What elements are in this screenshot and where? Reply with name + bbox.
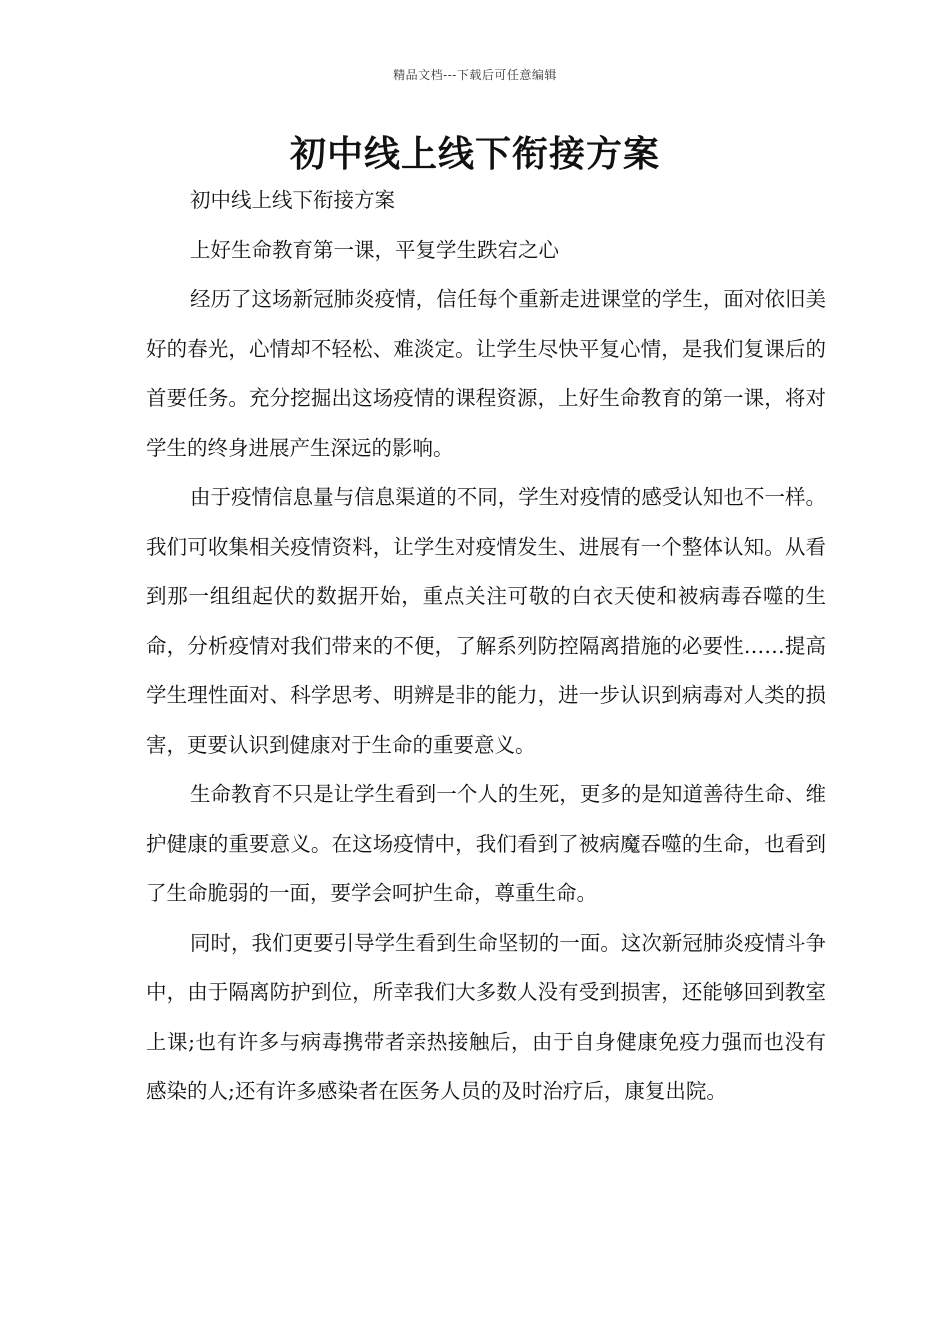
header-note: 精品文档---下载后可任意编辑	[393, 68, 557, 82]
document-body	[146, 176, 826, 1117]
document-title: 初中线上线下衔接方案	[289, 133, 660, 175]
paragraph: 由于疫情信息量与信息渠道的不同，学生对疫情的感受认知也不一样。我们可收集相关疫情资料，让学生对疫情发生、进展有一个整体认知。从看到那一组组起伏的数据开始，重点关注可敬的白衣天使和被病毒吞噬的生命，分析疫情对我们带来的不便，了解系列防控隔离措施的必要性……提高学生理性面对、科学思考、明辨是非的能力，进一步认识到病毒对人类的损害，更要认识到健康对于生命的重要意义。	[146, 485, 826, 757]
paragraph: 生命教育不只是让学生看到一个人的生死，更多的是知道善待生命、维护健康的重要意义。在这场疫情中，我们看到了被病魔吞噬的生命，也看到了生命脆弱的一面，要学会呵护生命，尊重生命。	[146, 782, 826, 905]
paragraph: 同时，我们更要引导学生看到生命坚韧的一面。这次新冠肺炎疫情斗争中，由于隔离防护到位，所幸我们大多数人没有受到损害，还能够回到教室上课;也有许多与病毒携带者亲热接触后，由于自身健康免疫力强而也没有感染的人;还有许多感染者在医务人员的及时治疗后，康复出院。	[146, 930, 826, 1103]
paragraph: 经历了这场新冠肺炎疫情，信任每个重新走进课堂的学生，面对依旧美好的春光，心情却不轻松、难淡定。让学生尽快平复心情，是我们复课后的首要任务。充分挖掘出这场疫情的课程资源，上好生命教育的第一课，将对学生的终身进展产生深远的影响。	[146, 287, 826, 460]
paragraph-heading: 上好生命教育第一课，平复学生跌宕之心	[190, 237, 559, 262]
paragraph-subtitle: 初中线上线下衔接方案	[190, 188, 395, 212]
